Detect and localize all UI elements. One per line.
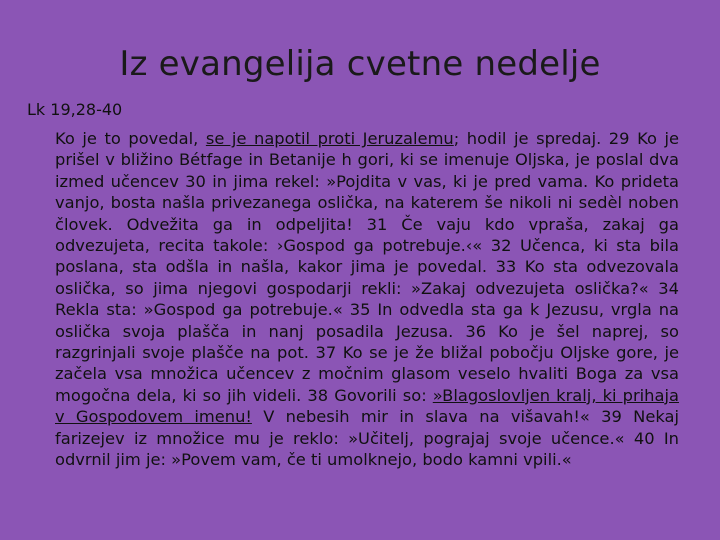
scripture-reference: Lk 19,28-40 <box>27 100 123 119</box>
slide-title: Iz evangelija cvetne nedelje <box>119 44 601 84</box>
passage-segment: Ko je to povedal, <box>55 129 206 148</box>
gospel-passage <box>55 128 679 471</box>
passage-segment: ; hodil je spredaj. 29 Ko je prišel v bližino Bétfage in Betanije h gori, ki se imenuje Oljska, je poslal dva izmed učencev 30 in jima rekel: »Pojdita v vas, ki je pred vama. Ko prideta vanjo, bosta našla privezanega oslička, na katerem še nikoli ni sedèl noben človek. Odvežita ga in odpeljita! 31 Če vaju kdo vpraša, zakaj ga odvezujeta, recita takole: ›Gospod ga potrebuje.‹« 32 Učenca, ki sta bila poslana, sta odšla in našla, kakor jima je povedal. 33 Ko sta odvezovala oslička, so jima njegovi gospodarji rekli: »Zakaj odvezujeta oslička?« 34 Rekla sta: »Gospod ga potrebuje.« 35 In odvedla sta ga k Jezusu, vrgla na oslička svoja plašča in nanj posadila Jezusa. 36 Ko je šel naprej, so razgrinjali svoje plašče na pot. 37 Ko se je že bližal pobočju Oljske gore, je začela vsa množica učencev z močnim glasom veselo hvaliti Boga za vsa mogočna dela, ki so jih videli. 38 Govorili so: <box>55 129 679 405</box>
passage-segment-underlined: se je napotil proti Jeruzalemu <box>205 129 454 148</box>
passage-segment: V nebesih mir in slava na višavah!« 39 Nekaj farizejev iz množice mu je reklo: »Učitelj, pograjaj svoje učence.« 40 In odvrnil jim je: »Povem vam, če ti umolknejo, bodo kamni vpili.« <box>55 407 679 470</box>
passage-segment-underlined: »Blagoslovljen kralj, ki prihaja v Gospodovem imenu! <box>55 385 679 427</box>
